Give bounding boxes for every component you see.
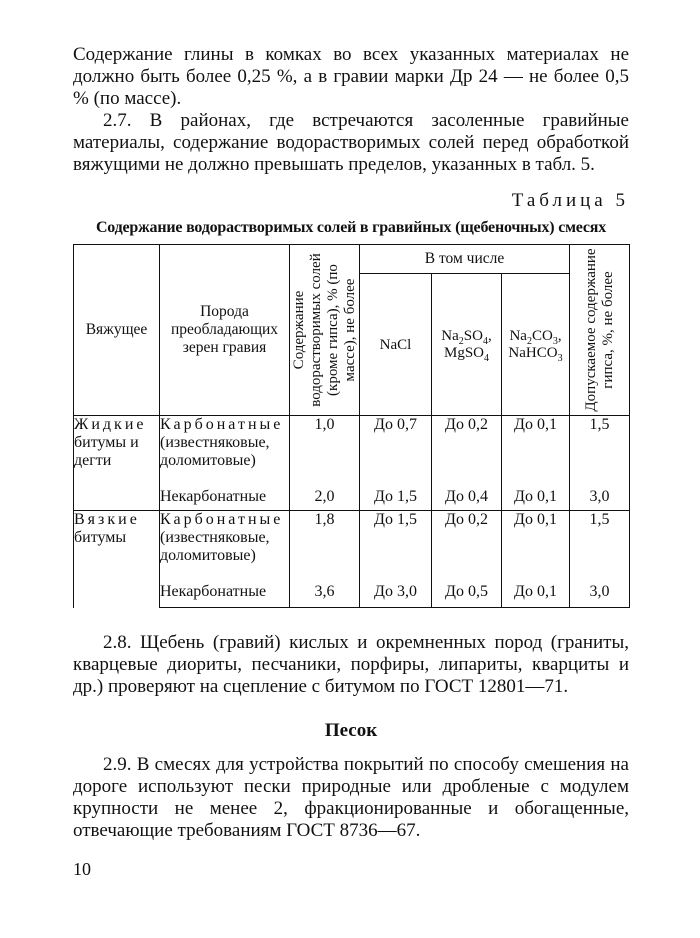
header-carbonates: $Na_2CO_3$, NaHCO$_3$: [502, 274, 570, 416]
document-page: [73, 44, 629, 880]
cell-so4: До 0,4: [432, 470, 502, 511]
header-nacl: NaCl: [360, 274, 432, 416]
cell-co3: До 0,1: [502, 470, 570, 511]
header-salts-total: Содержание водорастворимых солей (кроме гипса), % (по массе), не более: [290, 245, 360, 416]
cell-nacl: До 1,5: [360, 470, 432, 511]
header-gypsum: Допускаемое содержание гипса, %, не более: [570, 245, 630, 416]
cell-rock: Некарбонатные: [160, 565, 290, 608]
cell-total: 1,8: [290, 511, 360, 566]
cell-total: 1,0: [290, 416, 360, 471]
cell-so4: До 0,2: [432, 511, 502, 566]
cell-rock: Некарбонатные: [160, 470, 290, 511]
cell-total: 3,6: [290, 565, 360, 608]
cell-nacl: До 0,7: [360, 416, 432, 471]
header-rock: Порода преобладающих зерен гравия: [160, 245, 290, 416]
cell-total: 2,0: [290, 470, 360, 511]
cell-co3: До 0,1: [502, 416, 570, 471]
cell-gypsum: 1,5: [570, 511, 630, 566]
page-number: 10: [73, 859, 91, 879]
cell-rock: Карбонатные (известняковые, доломитовые): [160, 416, 290, 471]
table-title: Содержание водорастворимых солей в гравийных (щебеночных) смесях: [95, 219, 607, 236]
header-including: В том числе: [360, 245, 570, 274]
table-row: [74, 416, 630, 471]
header-binder: Вяжущее: [74, 245, 160, 416]
cell-gypsum: 3,0: [570, 470, 630, 511]
cell-nacl: До 3,0: [360, 565, 432, 608]
table-label: Таблица 5: [511, 190, 629, 211]
cell-binder: Вязкие битумы: [74, 511, 160, 608]
cell-binder: Жидкие битумы и дегти: [74, 416, 160, 511]
cell-co3: До 0,1: [502, 565, 570, 608]
paragraph-2-7: 2.7. В районах, где встречаются засоленные гравийные материалы, содержание водорастворимых солей перед обработкой вяжущими не должно превышать пределов, указанных в табл. 5.: [73, 110, 629, 175]
cell-so4: До 0,2: [432, 416, 502, 471]
cell-nacl: До 1,5: [360, 511, 432, 566]
salts-table: [73, 244, 630, 608]
table-row: [74, 511, 630, 566]
paragraph-2-9: 2.9. В смесях для устройства покрытий по способу смешения на дороге используют пески природные или дробленые с модулем крупности не менее 2, фракционированные и обогащенные, отвечающие требованиям ГОСТ 8736—67.: [73, 754, 629, 841]
cell-so4: До 0,5: [432, 565, 502, 608]
header-sulfates: $Na_2SO_4$, MgSO$_4$: [432, 274, 502, 416]
cell-gypsum: 1,5: [570, 416, 630, 471]
cell-co3: До 0,1: [502, 511, 570, 566]
paragraph-clay-content: Содержание глины в комках во всех указанных материалах не должно быть более 0,25 %, а в гравии марки Др 24 — не более 0,5 % (по массе).: [73, 44, 629, 109]
cell-rock: Карбонатные (известняковые, доломитовые): [160, 511, 290, 566]
cell-gypsum: 3,0: [570, 565, 630, 608]
section-title-sand: Песок: [324, 720, 378, 741]
paragraph-2-8: 2.8. Щебень (гравий) кислых и окремненных пород (граниты, кварцевые диориты, песчаники, порфиры, липариты, кварциты и др.) проверяют на сцепление с битумом по ГОСТ 12801—71.: [73, 632, 629, 697]
